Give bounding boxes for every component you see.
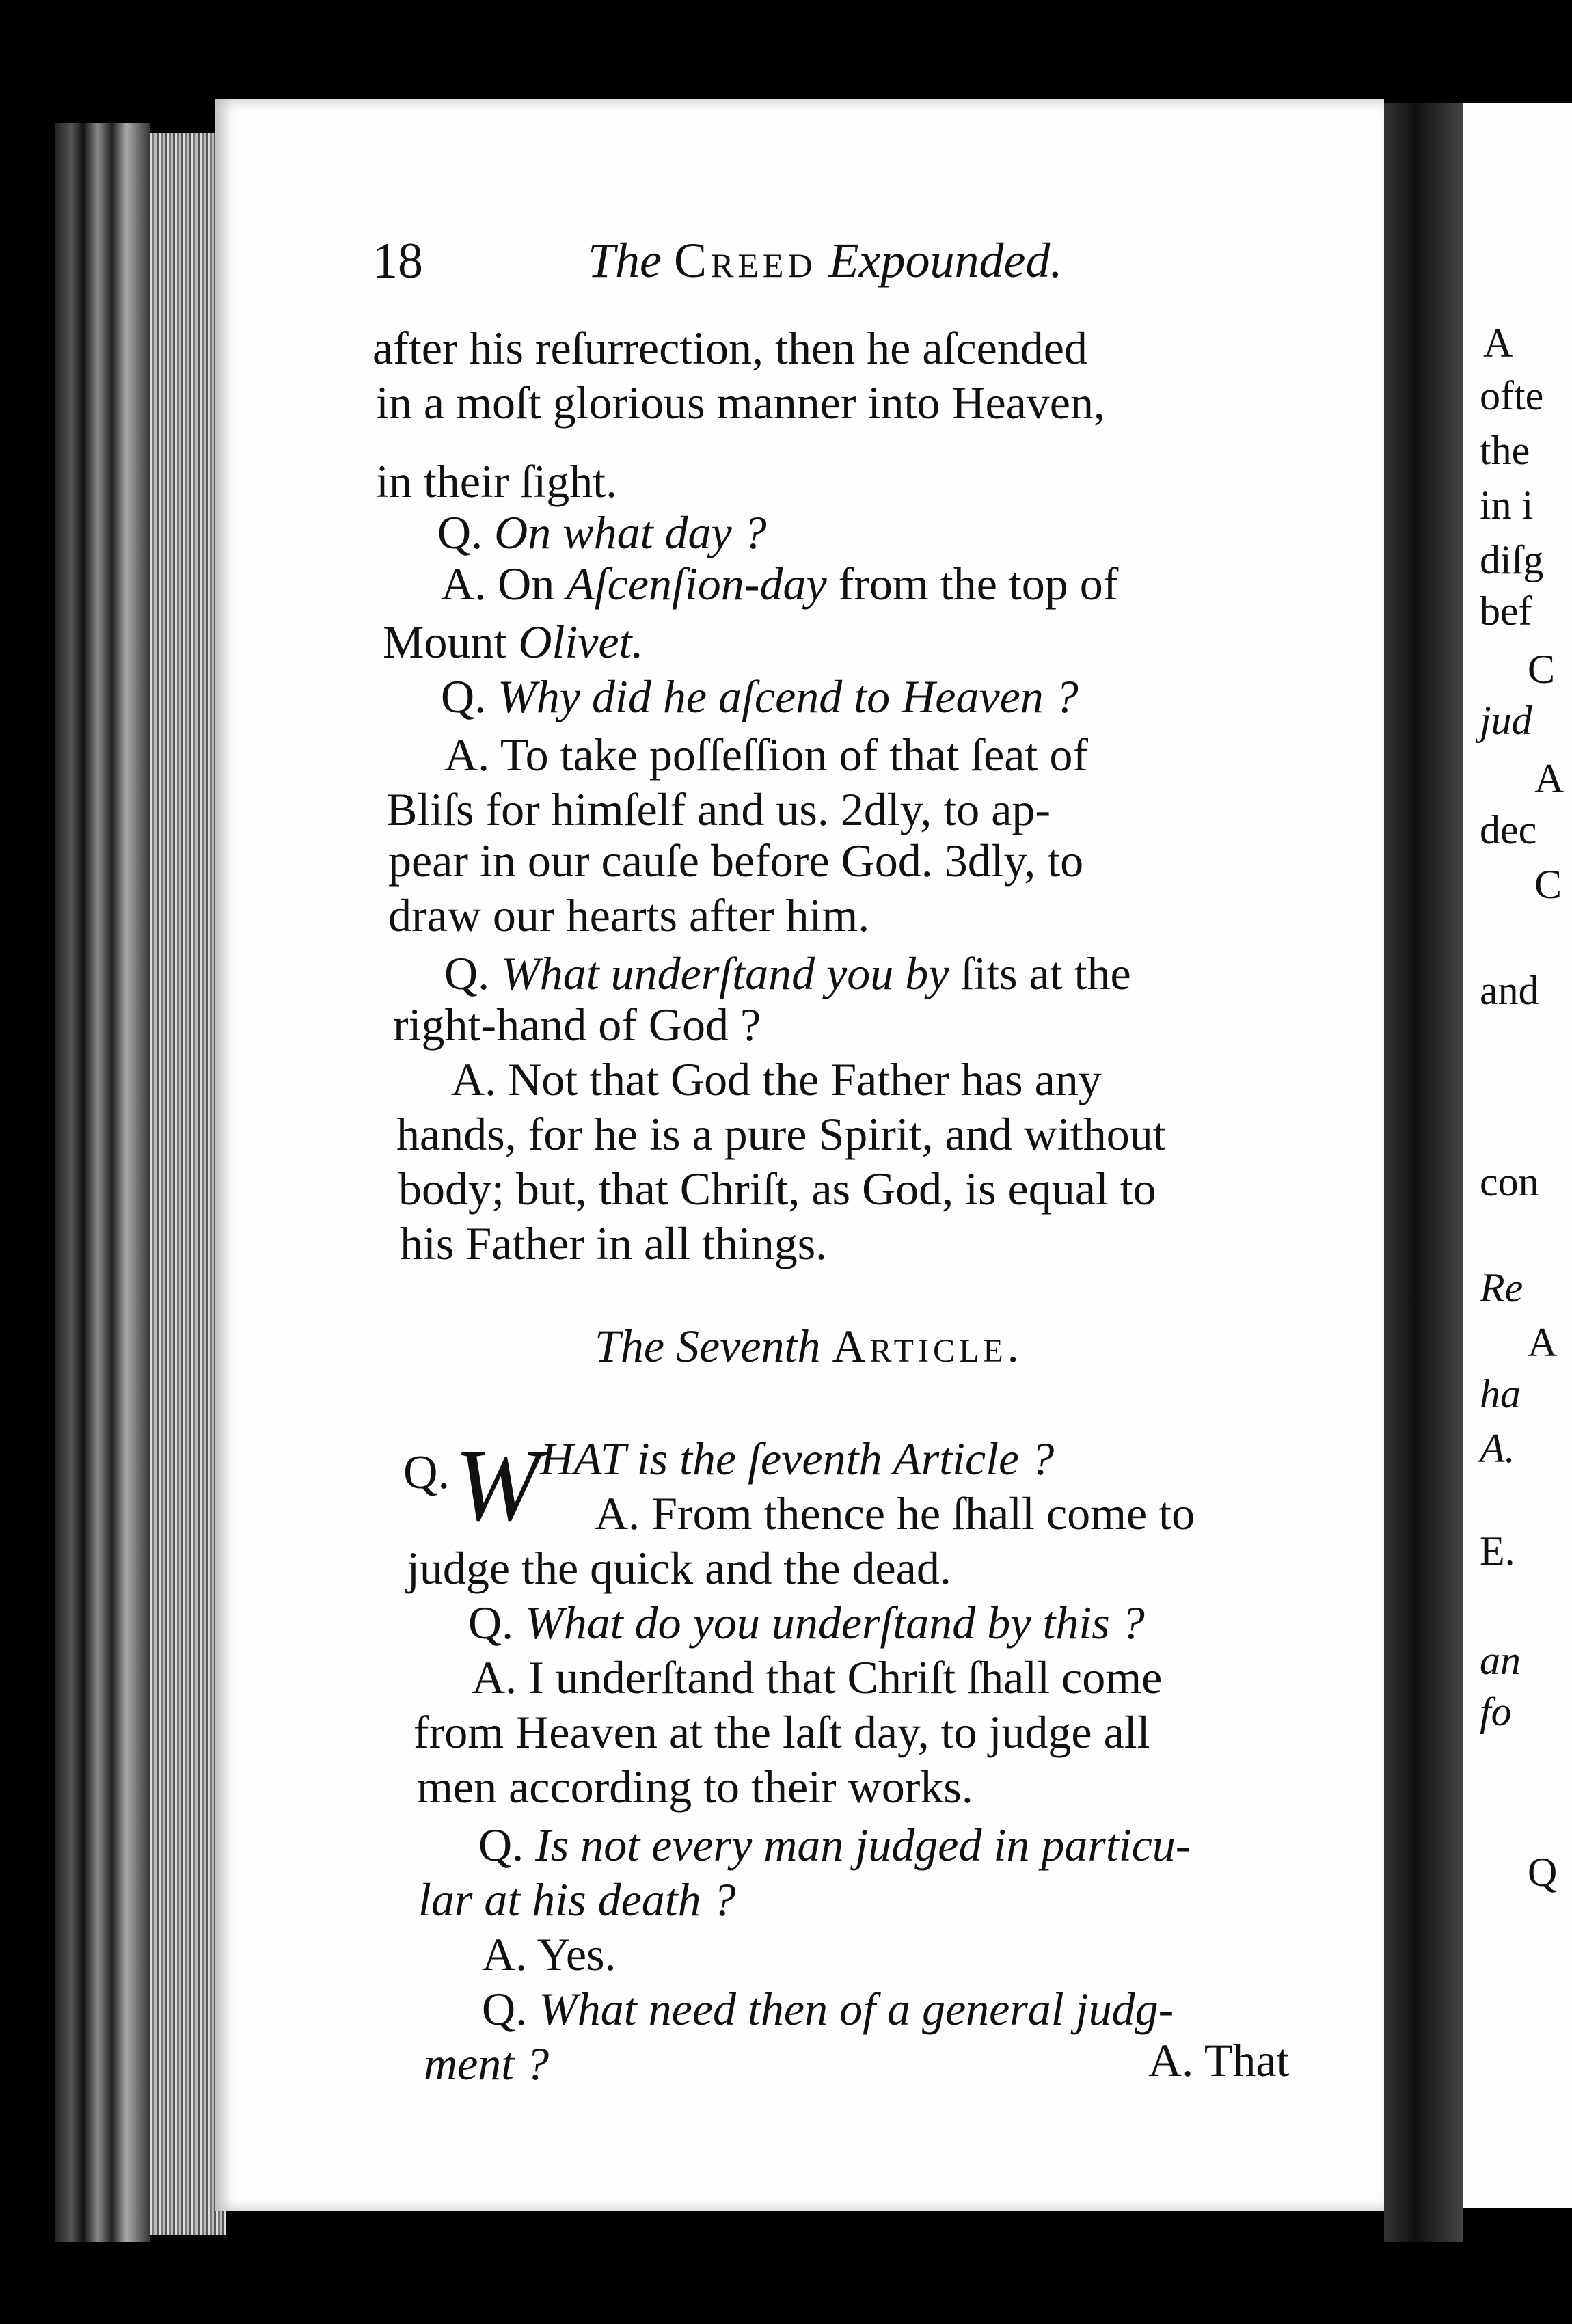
article-heading (595, 1319, 1023, 1373)
answer-italic: Aſcenſion-day (566, 558, 827, 610)
question-text: On what day ? (494, 506, 767, 558)
text-line: body; but, that Chriſt, as God, is equal to (398, 1163, 1156, 1215)
answer-line: A. From thence he ſhall come to (595, 1487, 1195, 1539)
book-spine (55, 123, 150, 2242)
question-text: Why did he aſcend to Heaven ? (498, 671, 1079, 722)
right-page-text: A. (1480, 1426, 1515, 1471)
text-line: judge the quick and the dead. (407, 1542, 951, 1594)
right-page-fragment (1463, 103, 1572, 2208)
question-marker: Q. (468, 1597, 514, 1649)
right-page-text: fo (1480, 1689, 1512, 1734)
right-page-text: Q (1528, 1850, 1558, 1895)
right-page-text: ofte (1480, 373, 1544, 418)
catchword: A. That (1148, 2034, 1290, 2086)
right-page-text: ha (1480, 1371, 1521, 1416)
right-page-text: dec (1480, 807, 1537, 852)
right-page-text: an (1480, 1638, 1521, 1683)
answer-line: A. To take poſſeſſion of that ſeat of (444, 729, 1088, 781)
question-text: What need then of a general judg- (539, 1983, 1174, 2035)
right-page-text: C (1528, 647, 1556, 692)
answer-line: A. I underſtand that Chriſt ſhall come (472, 1651, 1163, 1703)
text-line: his Father in all things. (400, 1217, 828, 1269)
right-page-text: diſg (1480, 537, 1544, 582)
text-line (383, 616, 644, 668)
question-marker: Q. (403, 1446, 450, 1499)
question-marker: Q. (437, 506, 483, 558)
text-italic: Olivet. (518, 616, 644, 668)
right-page-text: bef (1480, 589, 1532, 634)
article-heading-title: The Seventh (595, 1320, 821, 1372)
running-title-creed: Creed (674, 233, 817, 288)
drop-cap: W (455, 1429, 540, 1542)
text-line: after his reſurrection, then he aſcended (372, 322, 1087, 374)
text-line: Bliſs for himſelf and us. 2dly, to ap- (386, 783, 1051, 835)
page-header (372, 232, 1329, 294)
question-marker: Q. (444, 947, 490, 999)
question-line (441, 673, 1079, 720)
question-line (478, 1819, 1191, 1871)
text-line: men according to their works. (417, 1761, 973, 1813)
text-line: lar at his death ? (418, 1874, 736, 1926)
text-line: hands, for he is a pure Spirit, and without (396, 1108, 1166, 1160)
question-line (482, 1983, 1174, 2035)
running-title-expounded: Expounded. (828, 233, 1063, 288)
question-line (444, 947, 1131, 999)
book-gutter (1384, 103, 1463, 2242)
question-marker: Q. (441, 671, 487, 722)
page-number: 18 (372, 233, 423, 289)
right-page-text: jud (1480, 698, 1532, 743)
right-page-text: con (1480, 1159, 1539, 1204)
right-page-text: A (1534, 756, 1564, 801)
text-line: in their ſight. (376, 455, 618, 507)
question-text: HAT is the ſeventh Article ? (540, 1433, 1055, 1485)
text-line: ment ? (424, 2038, 550, 2090)
question-text: What underſtand you by (501, 947, 949, 999)
answer-text: from the top of (838, 558, 1119, 610)
right-page-text: A (1528, 1320, 1558, 1365)
running-title-the: The (588, 233, 662, 288)
right-page-text: C (1534, 862, 1562, 907)
question-text-roman: ſits at the (960, 947, 1131, 999)
right-page-text: E. (1480, 1528, 1515, 1573)
text-line: draw our hearts after him. (388, 889, 870, 941)
text-line: from Heaven at the laſt day, to judge all (414, 1706, 1150, 1758)
right-page-text: in i (1480, 483, 1534, 528)
right-page-text: A (1483, 321, 1513, 366)
question-line (437, 506, 767, 558)
question-marker: Q. (482, 1983, 528, 2035)
question-marker: Q. (478, 1819, 524, 1871)
text-part: Mount (383, 616, 507, 668)
answer-line (441, 558, 1119, 610)
right-page-text: the (1480, 428, 1530, 473)
question-line (468, 1597, 1145, 1649)
article-heading-article: Article. (832, 1320, 1023, 1372)
text-line: right-hand of God ? (393, 999, 761, 1051)
answer-text: A. On (441, 558, 555, 610)
answer-line: A. Yes. (482, 1928, 616, 1980)
right-page-text: Re (1480, 1265, 1523, 1310)
question-text: What do you underſtand by this ? (525, 1597, 1145, 1649)
text-line: pear in our cauſe before God. 3dly, to (388, 835, 1084, 887)
page-edges (150, 133, 226, 2235)
right-page-text: and (1480, 968, 1539, 1013)
question-line (540, 1433, 1055, 1485)
question-text: Is not every man judged in particu- (535, 1819, 1191, 1871)
running-title (588, 232, 1062, 289)
text-line: in a moſt glorious manner into Heaven, (376, 377, 1105, 429)
answer-line: A. Not that God the Father has any (451, 1053, 1102, 1105)
